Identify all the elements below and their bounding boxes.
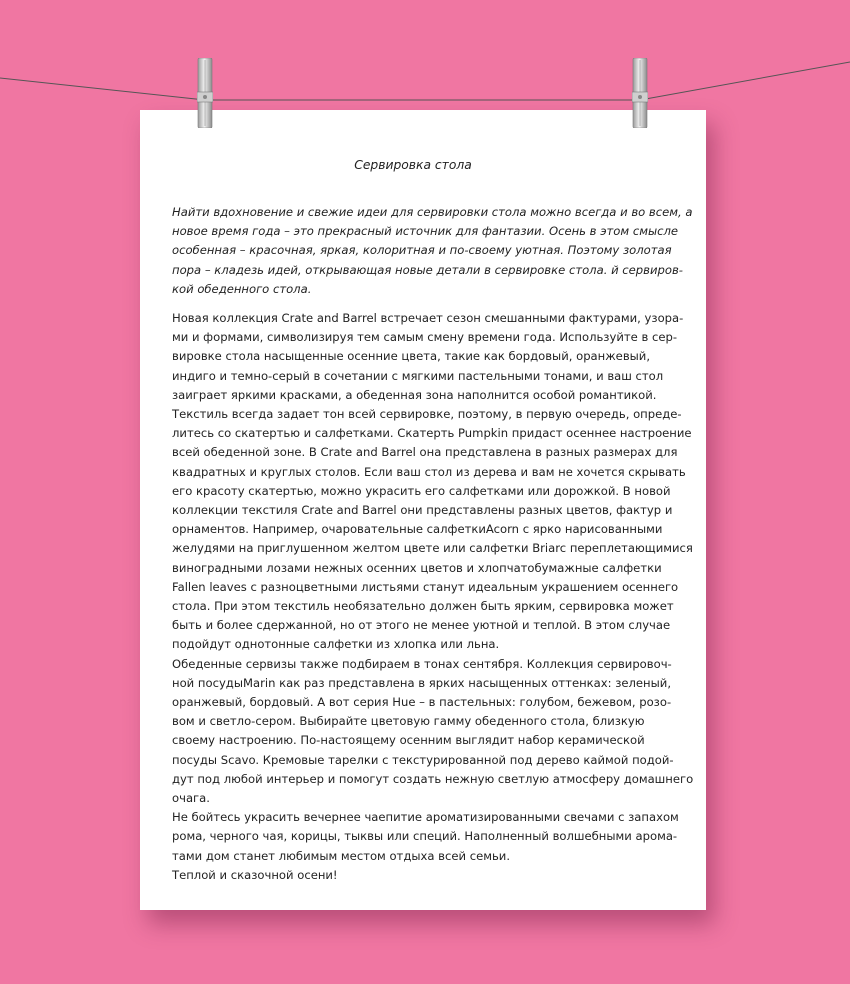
- intro-line: кой обеденного стола.: [172, 281, 312, 296]
- body-line: литесь со скатертью и салфетками. Скатерть Pumpkin придаст осеннее настроение: [172, 426, 692, 441]
- clothespin-icon: [197, 58, 213, 128]
- body-line: орнаментов. Например, очаровательные салфеткиAcorn с ярко нарисованными: [172, 522, 663, 537]
- body-line: оранжевый, бордовый. А вот серия Hue – в пастельных: голубом, бежевом, розо-: [172, 695, 672, 710]
- body-line: Теплой и сказочной осени!: [172, 867, 338, 882]
- body-text: [172, 309, 694, 885]
- body-line: дут под любой интерьер и помогут создать нежную светлую атмосферу домашнего: [172, 771, 694, 786]
- page-title: Сервировка стола: [354, 158, 472, 172]
- body-line: заиграет яркими красками, а обеденная зона наполнится особой романтикой.: [172, 387, 657, 402]
- body-line: Текстиль всегда задает тон всей сервировке, поэтому, в первую очередь, опреде-: [172, 407, 682, 422]
- body-line: ной посудыMarin как раз представлена в ярких насыщенных оттенках: зеленый,: [172, 675, 672, 690]
- body-line: рома, черного чая, корицы, тыквы или специй. Наполненный волшебными арома-: [172, 829, 678, 844]
- intro-paragraph: [172, 203, 693, 299]
- body-line: индиго и темно-серый в сочетании с мягкими пастельными тонами, и ваш стол: [172, 368, 664, 383]
- body-line: Не бойтесь украсить вечернее чаепитие ароматизированными свечами с запахом: [172, 810, 679, 825]
- body-line: тами дом станет любимым местом отдыха всей семьи.: [172, 848, 511, 863]
- intro-line: особенная – красочная, яркая, колоритная и по-своему уютная. Поэтому золотая: [172, 243, 672, 258]
- clothespin-icon: [632, 58, 648, 128]
- intro-line: Найти вдохновение и свежие идеи для сервировки стола можно всегда и во всем, а: [172, 205, 693, 219]
- body-line: вировке стола насыщенные осенние цвета, такие как бордовый, оранжевый,: [172, 349, 651, 364]
- body-line: вом и светло-сером. Выбирайте цветовую гамму обеденного стола, близкую: [172, 714, 645, 729]
- body-line: быть и более сдержанной, но от этого не менее уютной и теплой. В этом случае: [172, 618, 671, 633]
- paper-sheet: [140, 110, 706, 910]
- body-line: всей обеденной зоне. В Crate and Barrel она представлена в разных размерах для: [172, 445, 678, 460]
- body-line: подойдут однотонные салфетки из хлопка или льна.: [172, 637, 500, 652]
- body-line: ми и формами, символизируя тем самым смену времени года. Используйте в сер-: [172, 330, 678, 345]
- body-line: Fallen leaves с разноцветными листьями станут идеальным украшением осеннего: [172, 579, 679, 594]
- body-line: виноградными лозами нежных осенних цветов и хлопчатобумажные салфетки: [172, 560, 662, 575]
- body-line: очага.: [172, 791, 210, 806]
- intro-line: новое время года – это прекрасный источник для фантазии. Осень в этом смысле: [172, 224, 679, 239]
- intro-line: пора – кладезь идей, открывающая новые детали в сервировке стола. й сервиров-: [172, 262, 683, 277]
- body-line: Новая коллекция Crate and Barrel встречает сезон смешанными фактурами, узора-: [172, 311, 684, 325]
- body-line: коллекции текстиля Crate and Barrel они представлены разных цветов, фактур и: [172, 503, 673, 518]
- body-line: Обеденные сервизы также подбираем в тонах сентября. Коллекция сервировоч-: [172, 656, 672, 671]
- body-line: квадратных и круглых столов. Если ваш стол из дерева и вам не хочется скрывать: [172, 464, 686, 479]
- body-line: желудями на приглушенном желтом цвете или салфетки Briarc переплетающимися: [172, 541, 693, 556]
- body-line: его красоту скатертью, можно украсить его салфетками или дорожкой. В новой: [172, 483, 671, 498]
- body-line: посуды Scavo. Кремовые тарелки с текстурированной под дерево каймой подой-: [172, 752, 674, 767]
- body-line: своему настроению. По-настоящему осенним выглядит набор керамической: [172, 733, 645, 748]
- body-line: стола. При этом текстиль необязательно должен быть ярким, сервировка может: [172, 599, 674, 614]
